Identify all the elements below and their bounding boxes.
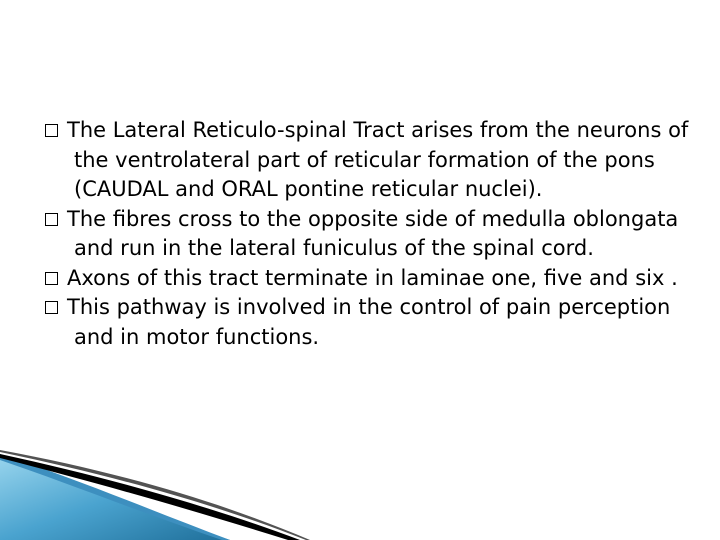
box-bullet-icon <box>45 272 58 285</box>
bullet-item-2 <box>40 205 700 264</box>
box-bullet-icon <box>45 301 58 314</box>
bullet-item-3 <box>40 264 700 294</box>
bullet-list <box>40 116 700 352</box>
bullet-text-1: The Lateral Reticulo-spinal Tract arises from the neurons of the ventrolateral part of reticular formation of the pons (CAUDAL and ORAL pontine reticular nuclei). <box>67 118 689 201</box>
box-bullet-icon <box>45 213 58 226</box>
box-bullet-icon <box>45 124 58 137</box>
corner-swoosh-decoration <box>0 440 720 540</box>
bullet-item-4 <box>40 293 700 352</box>
bullet-text-4: This pathway is involved in the control of pain perception and in motor functions. <box>67 295 671 349</box>
bullet-text-3: Axons of this tract terminate in laminae one, five and six . <box>67 265 678 290</box>
bullet-item-1 <box>40 116 700 205</box>
bullet-text-2: The fibres cross to the opposite side of medulla oblongata and run in the lateral funiculus of the spinal cord. <box>67 206 679 260</box>
